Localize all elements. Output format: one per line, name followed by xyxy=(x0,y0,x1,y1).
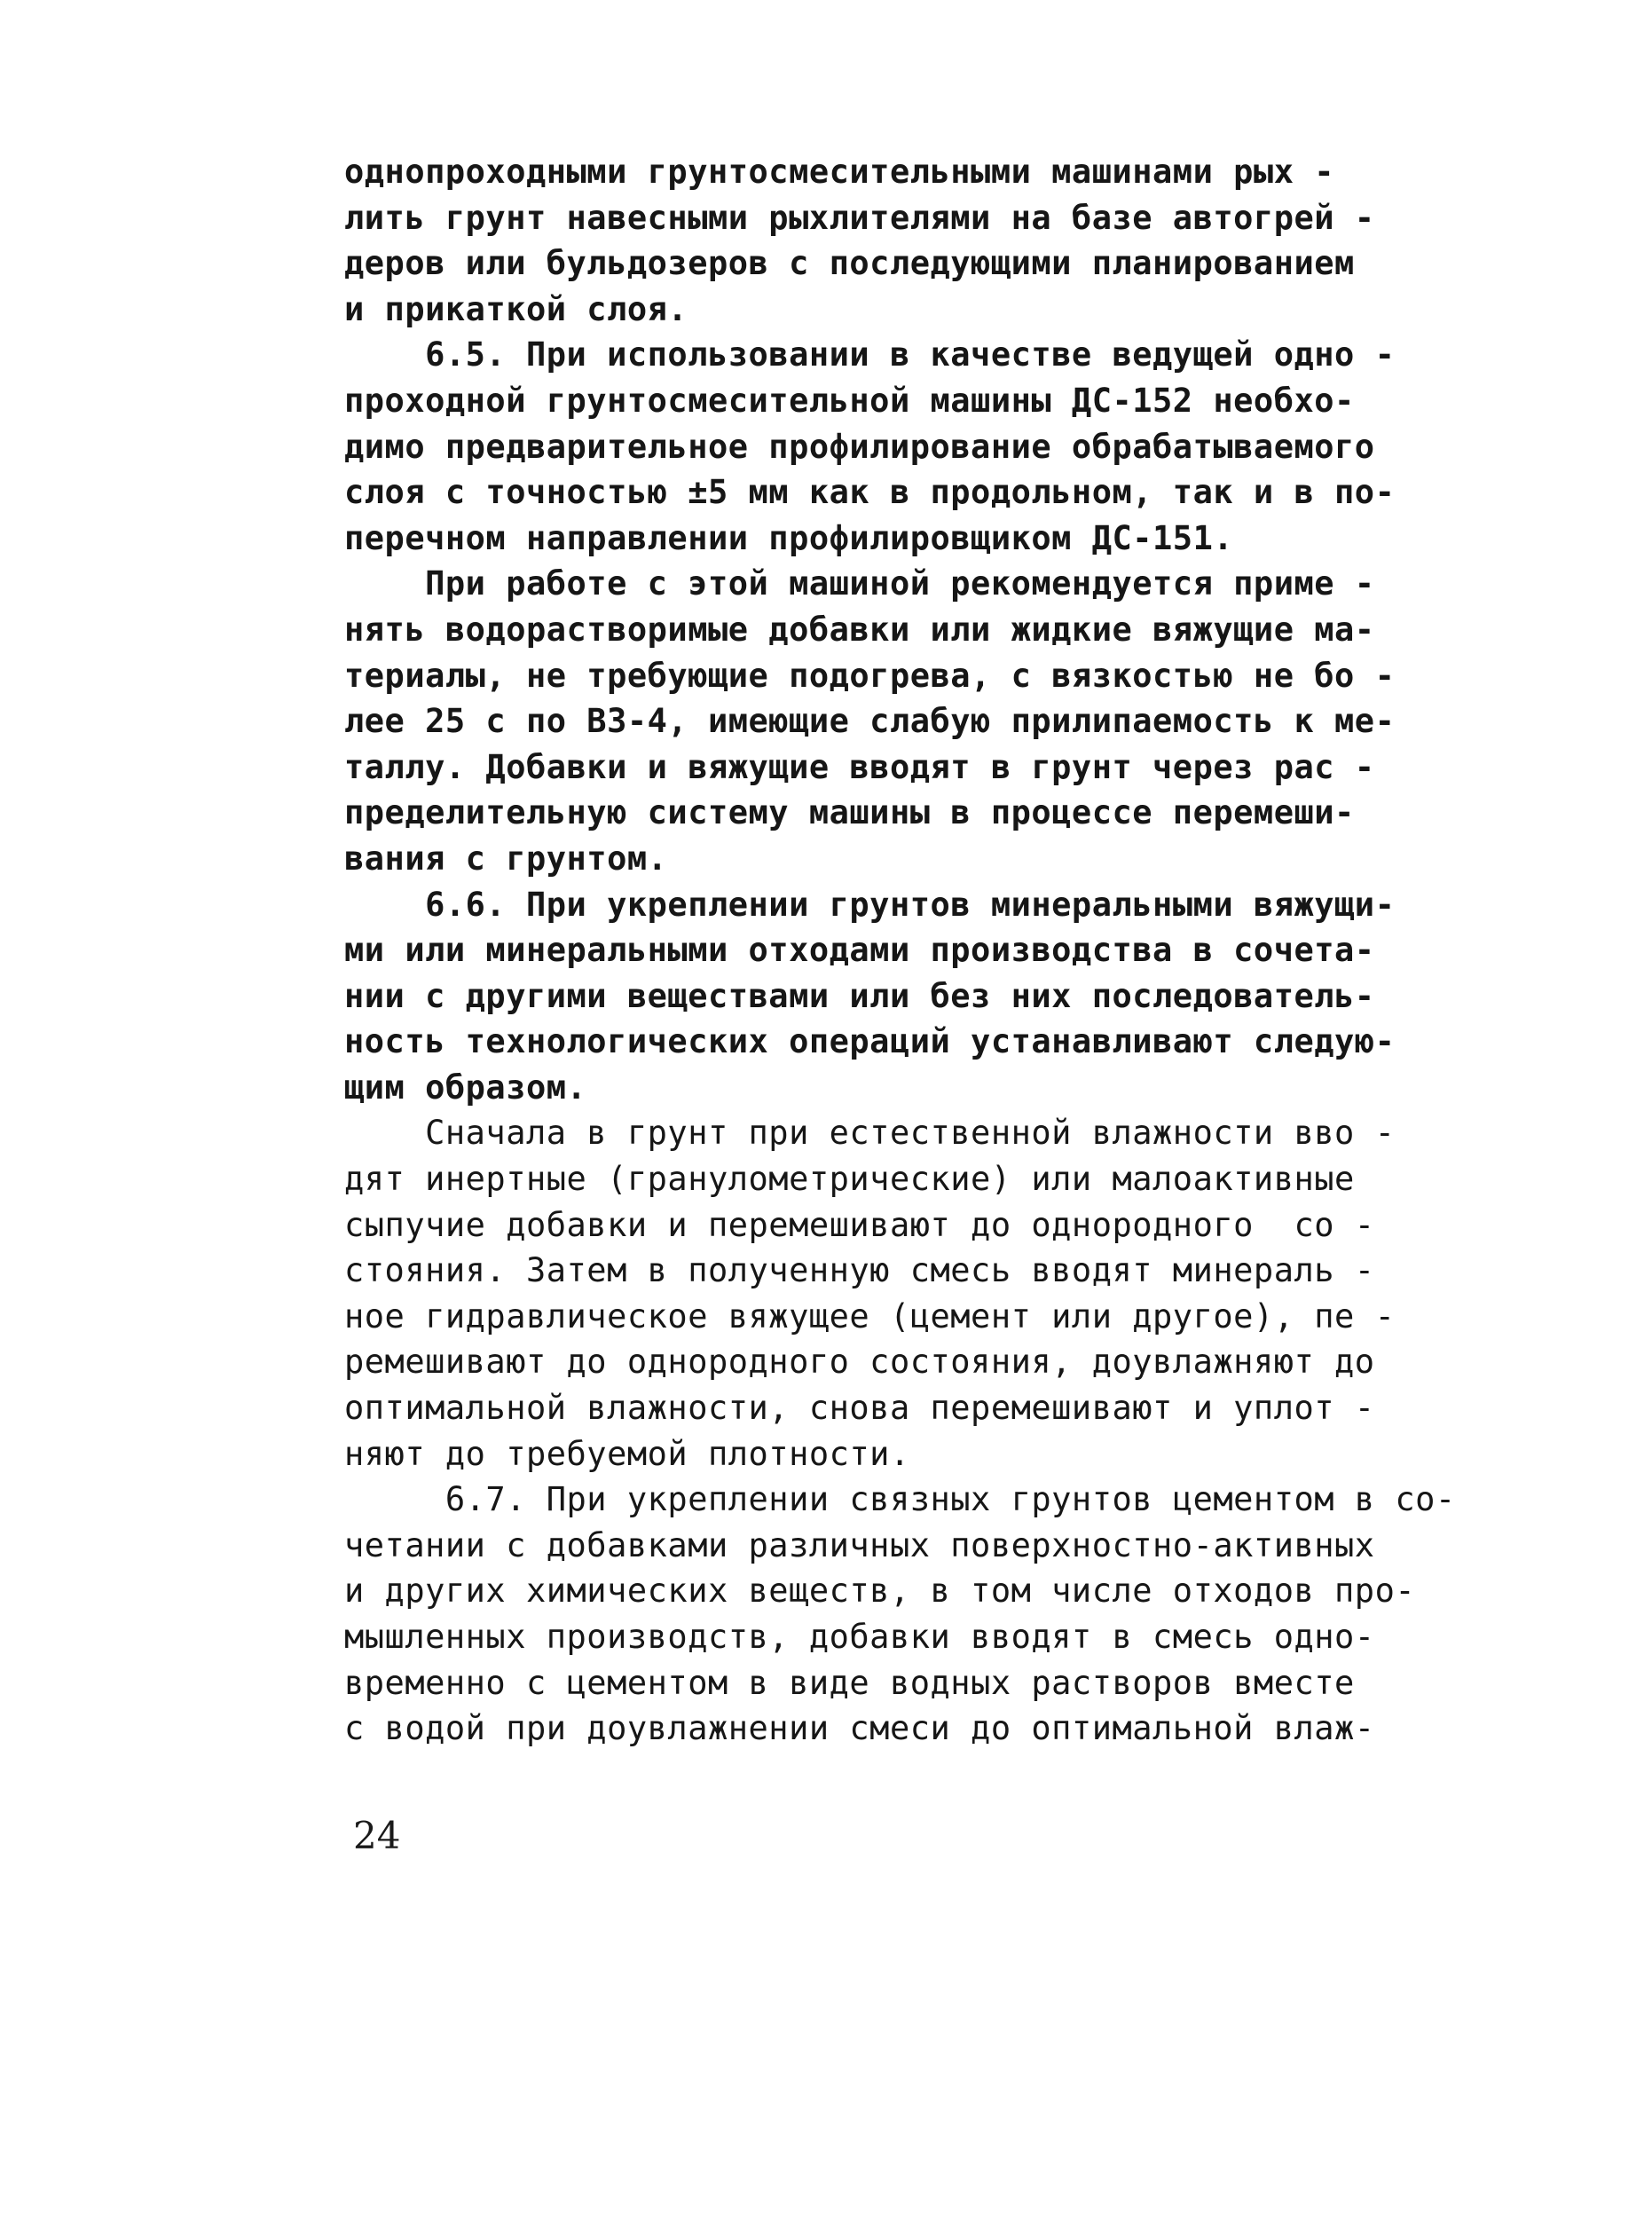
text-line: При работе с этой машиной рекомендуется приме - xyxy=(344,564,1375,603)
text-line: щим образом. xyxy=(344,1068,587,1107)
text-line: таллу. Добавки и вяжущие вводят в грунт через рас - xyxy=(344,747,1375,786)
text-line: 6.7. При укреплении связных грунтов цементом в со- xyxy=(344,1480,1456,1519)
text-line: няют до требуемой плотности. xyxy=(344,1434,910,1473)
text-line: и других химических веществ, в том числе отходов про- xyxy=(344,1572,1416,1611)
page-number: 24 xyxy=(353,1814,401,1857)
text-line: сыпучие добавки и перемешивают до однородного со - xyxy=(344,1205,1375,1244)
text-line: оптимальной влажности, снова перемешивают и уплот - xyxy=(344,1389,1375,1428)
text-line: перечном направлении профилировщиком ДС-151. xyxy=(344,518,1234,557)
text-line: ное гидравлическое вяжущее (цемент или другое), пе - xyxy=(344,1296,1396,1336)
text-line: 6.6. При укреплении грунтов минеральными вяжущи- xyxy=(344,885,1396,924)
text-line: Сначала в грунт при естественной влажности вво - xyxy=(344,1114,1396,1153)
text-line: нять водорастворимые добавки или жидкие вяжущие ма- xyxy=(344,610,1375,649)
text-line: нии с другими веществами или без них последователь- xyxy=(344,976,1375,1015)
text-line: стояния. Затем в полученную смесь вводят минераль - xyxy=(344,1251,1375,1290)
text-line: с водой при доувлажнении смеси до оптимальной влаж- xyxy=(344,1709,1375,1748)
text-line: димо предварительное профилирование обрабатываемого xyxy=(344,427,1375,466)
text-line: временно с цементом в виде водных растворов вместе xyxy=(344,1663,1355,1702)
text-line: дят инертные (гранулометрические) или малоактивные xyxy=(344,1160,1355,1199)
text-line: однопроходными грунтосмесительными машинами рых - xyxy=(344,153,1335,191)
text-line: лее 25 с по ВЗ-4, имеющие слабую прилипаемость к ме- xyxy=(344,702,1396,741)
text-line: ми или минеральными отходами производства в сочета- xyxy=(344,931,1375,970)
text-line: лить грунт навесными рыхлителями на базе автогрей - xyxy=(344,198,1375,237)
text-line: ность технологических операций устанавливают следую- xyxy=(344,1022,1396,1061)
text-line: пределительную систему машины в процессе перемеши- xyxy=(344,793,1355,832)
text-line: мышленных производств, добавки вводят в смесь одно- xyxy=(344,1618,1375,1656)
text-line: деров или бульдозеров с последующими планированием xyxy=(344,244,1355,283)
text-line: четании с добавками различных поверхностно-активных xyxy=(344,1525,1375,1564)
text-line: ремешивают до однородного состояния, доувлажняют до xyxy=(344,1343,1375,1382)
body-text xyxy=(344,149,1515,1752)
text-line: проходной грунтосмесительной машины ДС-152 необхо- xyxy=(344,381,1355,420)
text-line: слоя с точностью ±5 мм как в продольном, так и в по- xyxy=(344,473,1396,512)
text-line: и прикаткой слоя. xyxy=(344,289,688,328)
text-line: териалы, не требующие подогрева, с вязкостью не бо - xyxy=(344,656,1396,695)
text-line: вания с грунтом. xyxy=(344,839,668,878)
text-line: 6.5. При использовании в качестве ведущей одно - xyxy=(344,335,1396,374)
